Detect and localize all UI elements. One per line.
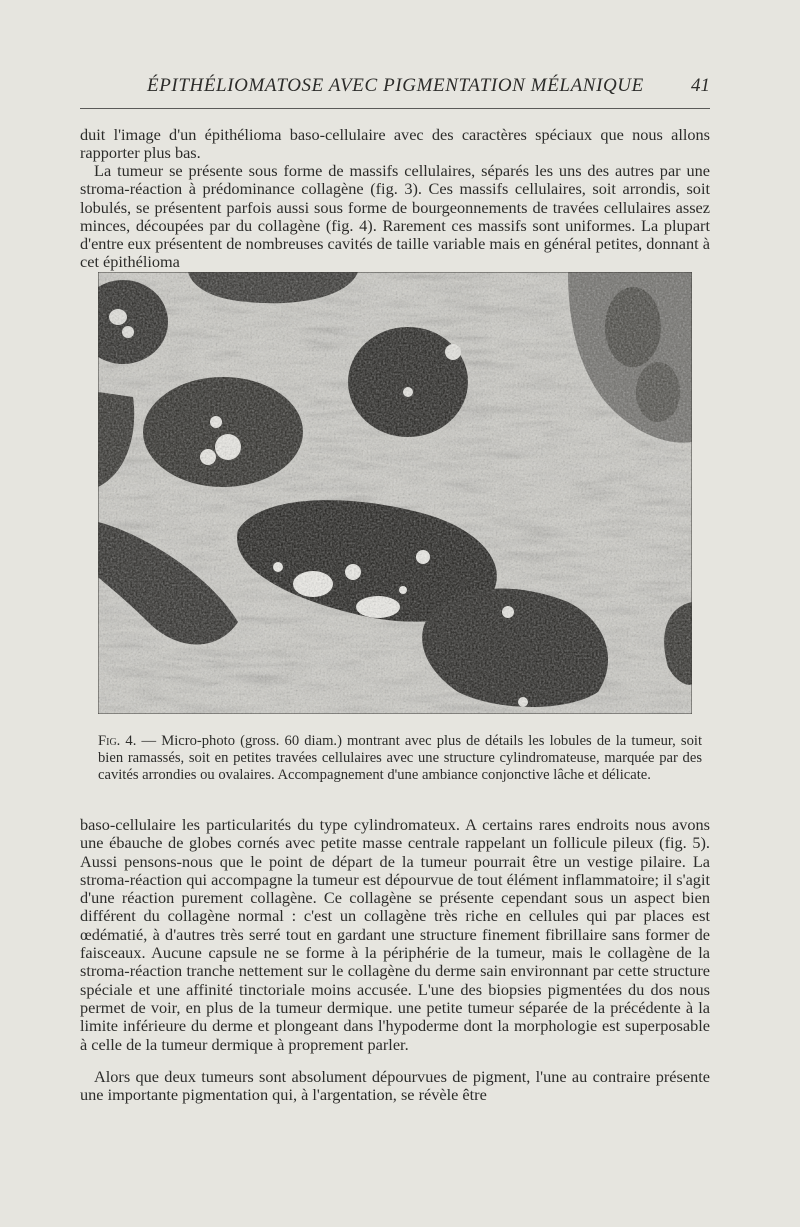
figure-label: Fig. 4.	[98, 733, 137, 749]
header-rule	[80, 108, 710, 109]
paragraph-4: Alors que deux tumeurs sont absolument dépourvues de pigment, l'une au contraire présente une importante pigmentation qui, à l'argentation, se révèle être	[80, 1067, 710, 1105]
micrograph-image	[98, 272, 692, 714]
paragraph-1: duit l'image d'un épithélioma baso-cellulaire avec des caractères spéciaux que nous allons rapporter plus bas.	[80, 125, 710, 163]
running-head	[80, 72, 710, 102]
micrograph-figure	[98, 272, 692, 714]
paragraph-2: La tumeur se présente sous forme de massifs cellulaires, séparés les uns des autres par une stroma-réaction à prédominance collagène (fig. 3). Ces massifs cellulaires, soit arrondis, soit lobulés, se présentent parfois aussi sous forme de bourgeonnements de travées cellulaires assez minces, découpées par du collagène (fig. 4). Rarement ces massifs sont uniformes. La plupart d'entre eux présentent de nombreuses cavités de taille variable mais en général petites, donnant à cet épithélioma	[80, 161, 710, 272]
page-number: 41	[691, 75, 710, 96]
paragraph-3: baso-cellulaire les particularités du type cylindromateux. A certains rares endroits nous avons une ébauche de globes cornés avec petite masse centrale rappelant un follicule pileux (fig. 5). Aussi pensons-nous que le point de départ de la tumeur pourrait être un vestige pilaire. La stroma-réaction qui accompagne la tumeur est dépourvue de tout élément inflammatoire; il s'agit d'une réaction purement collagène. Ce collagène se présente cependant sous un aspect bien différent du collagène normal : c'est un collagène très riche en cellules qui par places est œdématié, à d'autres très serré tout en gardant une structure finement fibrillaire sans former de faisceaux. Aucune capsule ne se forme à la périphérie de la tumeur, mais le collagène de la stroma-réaction tranche nettement sur le collagène du derme sain environnant par cette structure spéciale et une affinité tinctoriale moins accusée. L'une des biopsies pigmentées du dos nous permet de voir, en plus de la tumeur dermique. une petite tumeur séparée de la précédente à la limite inférieure du derme et plongeant dans l'hypoderme dont la morphologie est superposable à celle de la tumeur dermique à proprement parler.	[80, 815, 710, 1054]
running-title: ÉPITHÉLIOMATOSE AVEC PIGMENTATION MÉLANIQUE	[147, 75, 644, 96]
figure-caption	[98, 733, 702, 785]
figure-caption-text: — Micro-photo (gross. 60 diam.) montrant avec plus de détails les lobules de la tumeur, soit bien ramassés, soit en petites travées cellulaires avec une structure cylindromateuse, marquée par des cavités arrondies ou ovalaires. Accompagnement d'une ambiance conjonctive lâche et délicate.	[98, 733, 702, 784]
